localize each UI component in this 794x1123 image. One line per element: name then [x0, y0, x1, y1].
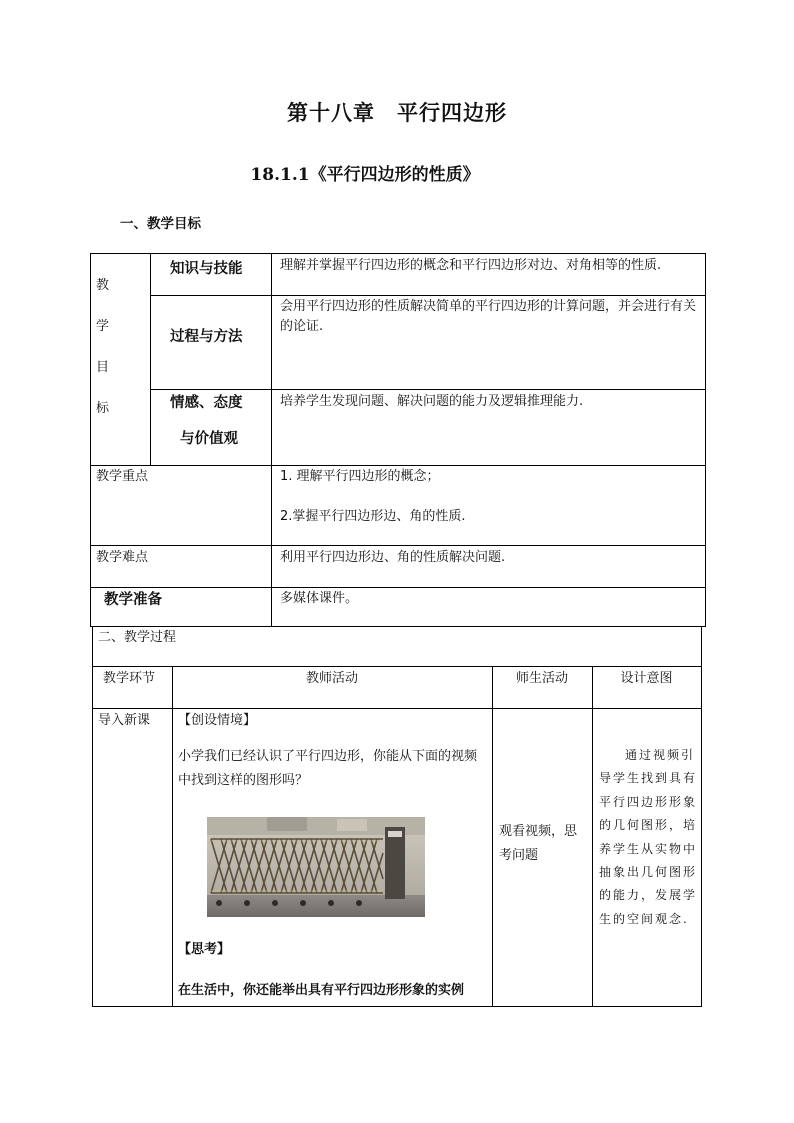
retractable-gate-photo: [207, 817, 425, 917]
process-section-title: 二、教学过程: [98, 630, 177, 645]
chapter-title: 第十八章 平行四边形: [287, 100, 507, 125]
content-process-methods: 会用平行四边形的性质解决简单的平行四边形的计算问题，并会进行有关的论证.: [280, 299, 697, 335]
difficulty-content: 利用平行四边形边、角的性质解决问题.: [280, 550, 506, 565]
scenario-text: 小学我们已经认识了平行四边形，你能从下面的视频中找到这样的图形吗？: [178, 749, 478, 789]
header-student-activity: 师生活动: [515, 671, 568, 686]
section-objectives-heading: 一、教学目标: [120, 216, 201, 232]
think-tag: 【思考】: [178, 942, 231, 957]
content-knowledge-skills: 理解并掌握平行四边形的概念和平行四边形对边、对角相等的性质.: [280, 258, 662, 273]
label-emotion-attitude-line1: 情感、态度: [170, 395, 243, 411]
header-design-intent: 设计意图: [620, 671, 673, 686]
preparation-content: 多媒体课件。: [280, 591, 359, 606]
content-emotion-attitude: 培养学生发现问题、解决问题的能力及逻辑推理能力.: [280, 394, 584, 409]
difficulty-label: 教学难点: [96, 550, 149, 565]
objectives-side-label: 教 学 目 标: [96, 278, 110, 416]
preparation-label: 教学准备: [104, 592, 162, 608]
label-process-methods: 过程与方法: [170, 329, 243, 345]
think-text: 在生活中，你还能举出具有平行四边形形象的实例: [178, 983, 465, 998]
scenario-tag: 【创设情境】: [178, 713, 257, 728]
student-activity: 观看视频，思考问题: [499, 824, 578, 864]
key-points-item-2: 2.掌握平行四边形边、角的性质.: [280, 509, 466, 524]
key-points-label: 教学重点: [96, 469, 149, 484]
lesson-title: 18.1.1《平行四边形的性质》: [250, 165, 480, 185]
header-teacher-activity: 教师活动: [305, 671, 358, 686]
key-points-item-1: 1. 理解平行四边形的概念；: [280, 469, 440, 484]
label-emotion-attitude-line2: 与价值观: [180, 431, 238, 447]
header-stage: 教学环节: [103, 671, 156, 686]
stage-intro: 导入新课: [98, 713, 151, 728]
design-intent-text: 通过视频引导学生找到具有平行四边形形象的几何图形，培养学生从实物中抽象出几何图形的能力，发展学生的空间观念.: [599, 748, 698, 926]
label-knowledge-skills: 知识与技能: [170, 261, 243, 277]
